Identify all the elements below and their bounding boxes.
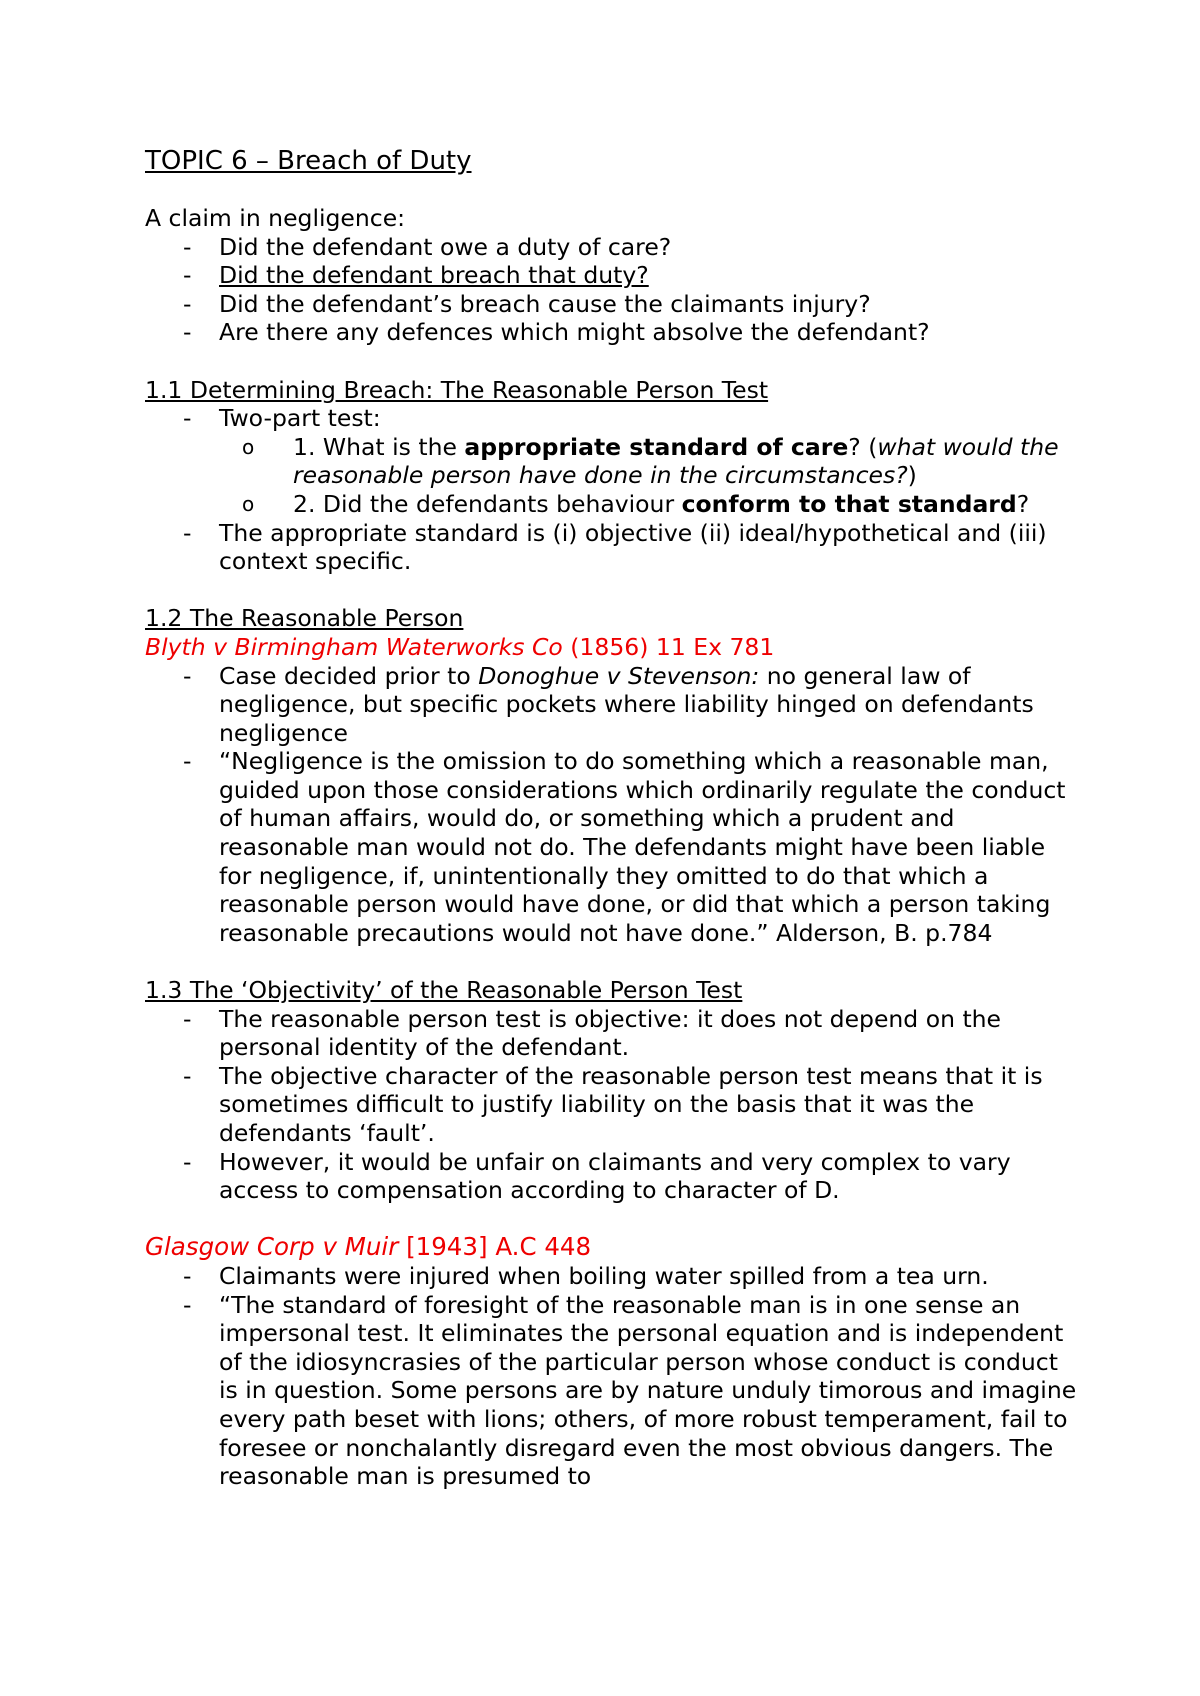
- section-heading-1-2: 1.2 The Reasonable Person: [145, 604, 464, 633]
- underlined-question: Did the defendant breach that duty?: [219, 261, 649, 290]
- section-1-2-list: [145, 662, 1080, 948]
- two-part-test-label: Two-part test:: [219, 404, 381, 433]
- text: 1. What is the: [293, 432, 465, 461]
- section-heading-1-3: 1.3 The ‘Objectivity’ of the Reasonable Person Test: [145, 976, 743, 1005]
- list-item: - Did the defendant’s breach cause the claimants injury?: [145, 290, 1080, 319]
- case-citation: [145, 1233, 1080, 1262]
- glasgow-list: [145, 1262, 1080, 1491]
- list-item: - Are there any defences which might absolve the defendant?: [145, 318, 1080, 347]
- section-1-3-list: [145, 1005, 1080, 1205]
- intro-lead: A claim in negligence:: [145, 204, 406, 232]
- page-title: TOPIC 6 – Breach of Duty: [145, 146, 472, 176]
- text: ? (: [848, 432, 878, 461]
- italic-text: what would the reasonable person have done in the circumstances?: [293, 432, 1059, 490]
- list-item: - Did the defendant owe a duty of care?: [145, 233, 1080, 262]
- text: ): [907, 461, 917, 490]
- text: ?: [1016, 489, 1030, 518]
- case-citation: [145, 633, 1080, 662]
- sub-list-item: [145, 433, 1080, 490]
- sub-list-item: [145, 490, 1080, 519]
- bold-text: conform to that standard: [681, 489, 1017, 518]
- text: no general law of negligence, but specific pockets where liability hinged on defendants negligence: [219, 661, 1034, 747]
- bold-text: appropriate standard of care: [464, 432, 849, 461]
- list-item: - “Negligence is the omission to do something which a reasonable man, guided upon those considerations which ordinarily regulate the conduct of human affairs, would do, or something which a prudent and reasonable man would not do. The defendants might have been liable for negligence, if, unintentionally they omitted to do that which a reasonable person would have done, or did that which a person taking reasonable precautions would not have done.” Alderson, B. p.784: [145, 747, 1080, 947]
- section-1-1-list: [145, 404, 1080, 576]
- list-item: [145, 662, 1080, 748]
- list-item: [145, 261, 1080, 290]
- list-item: - However, it would be unfair on claimants and very complex to vary access to compensation according to character of D.: [145, 1148, 1080, 1205]
- case-cite: (1856) 11 Ex 781: [562, 632, 775, 661]
- list-item: [145, 404, 1080, 518]
- list-item: - Claimants were injured when boiling water spilled from a tea urn.: [145, 1262, 1080, 1291]
- list-item: - The reasonable person test is objective: it does not depend on the personal identity of the defendant.: [145, 1005, 1080, 1062]
- list-item: - The objective character of the reasonable person test means that it is sometimes difficult to justify liability on the basis that it was the defendants ‘fault’.: [145, 1062, 1080, 1148]
- sub-list: [219, 433, 1080, 519]
- intro-list: [145, 233, 1080, 347]
- case-name: Blyth v Birmingham Waterworks Co: [145, 632, 563, 661]
- document-body: [145, 146, 1080, 1491]
- case-cite: [1943] A.C 448: [398, 1232, 592, 1262]
- italic-text: Donoghue v Stevenson:: [478, 661, 760, 690]
- list-item: - “The standard of foresight of the reasonable man is in one sense an impersonal test. It eliminates the personal equation and is independent of the idiosyncrasies of the particular person whose conduct is conduct is in question. Some persons are by nature unduly timorous and imagine every path beset with lions; others, of more robust temperament, fail to foresee or nonchalantly disregard even the most obvious dangers. The reasonable man is presumed to: [145, 1291, 1080, 1491]
- case-name: Glasgow Corp v Muir: [145, 1232, 399, 1262]
- text: 2. Did the defendants behaviour: [293, 489, 682, 518]
- list-item: - The appropriate standard is (i) objective (ii) ideal/hypothetical and (iii) context specific.: [145, 519, 1080, 576]
- section-heading-1-1: 1.1 Determining Breach: The Reasonable Person Test: [145, 375, 769, 404]
- text: Case decided prior to: [219, 661, 479, 690]
